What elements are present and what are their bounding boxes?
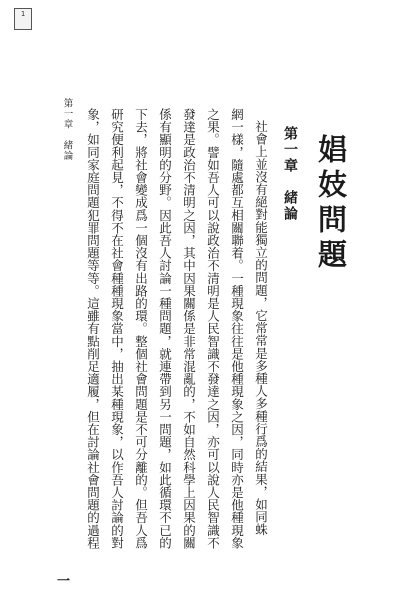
body-line: 網一樣，隨處都互相關聯着。一種現象往往是他種現象之因，同時亦是他種現象	[229, 108, 245, 549]
page-number: 一	[57, 574, 71, 589]
body-line: 之果。譬如吾人可以說政治不清明是人民智識不發達之因，亦可以說人民智識不	[205, 108, 221, 549]
body-line: 下去，將社會變成爲一個沒有出路的環。整個社會問題是不可分離的。但吾人爲	[133, 108, 149, 549]
running-head: 第一章 緒論	[61, 98, 73, 161]
library-stamp: 1	[14, 8, 32, 30]
body-line: 發達是政治不清明之因，其中因果關係是非常混亂的，不如自然科學上因果的關	[181, 108, 197, 549]
body-line: 象，如同家庭問題犯罪問題等等。這雖有點削足適履，但在討論社會問題的過程	[85, 108, 101, 549]
book-title: 娼妓問題	[314, 134, 348, 274]
chapter-heading: 第一章 緒論	[282, 126, 298, 222]
body-line: 社會上並沒有絕對能獨立的問題，它常常是多種人多種行爲的結果，如同蛛	[253, 120, 269, 536]
body-line: 係有顯明的分野。因此吾人討論一種問題，就連帶到另一問題，如此循環不已的	[157, 108, 173, 549]
body-line: 研究便利起見，不得不在社會種種現象當中，抽出某種現象，以作吾人討論的對	[109, 108, 125, 549]
